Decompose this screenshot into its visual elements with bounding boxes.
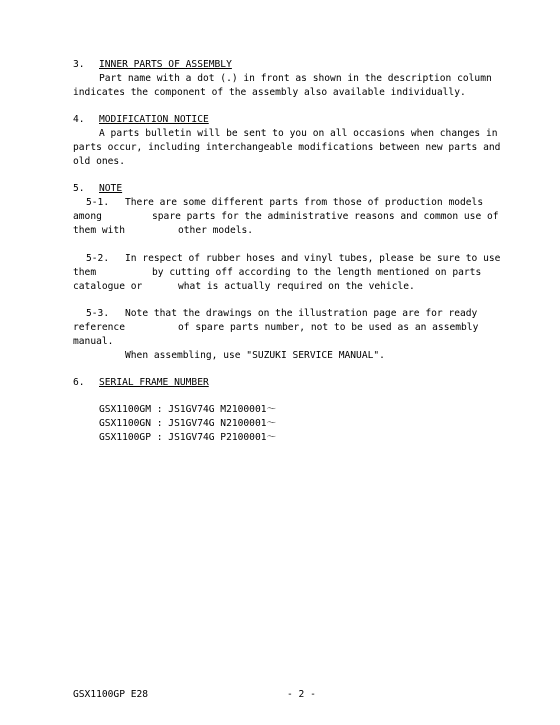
section-6-title: SERIAL FRAME NUMBER: [99, 377, 209, 388]
section-4-line-1: A parts bulletin will be sent to you on all occasions when changes in: [99, 128, 498, 139]
note-5-3-line-2b: of spare parts number, not to be used as an assembly: [178, 322, 479, 333]
note-5-1-line-3a: them with: [73, 225, 125, 236]
section-3-title: INNER PARTS OF ASSEMBLY: [99, 59, 232, 70]
note-5-1-line-3b: other models.: [178, 225, 254, 236]
footer-model-code: GSX1100GP E28: [73, 689, 149, 700]
section-5-number: 5.: [73, 183, 85, 194]
note-5-1-number: 5-1.: [86, 197, 110, 208]
note-5-1-line-2a: among: [73, 211, 102, 222]
serial-row: GSX1100GM : JS1GV74G M2100001～: [99, 404, 277, 415]
section-4-line-2: parts occur, including interchangeable modifications between new parts and: [73, 142, 501, 153]
section-3-line-2: indicates the component of the assembly also available individually.: [73, 87, 466, 98]
serial-row: GSX1100GP : JS1GV74G P2100001～: [99, 432, 277, 443]
note-5-3-line-2a: reference: [73, 322, 125, 333]
section-4-number: 4.: [73, 114, 85, 125]
note-5-2-line-1: In respect of rubber hoses and vinyl tubes, please be sure to use: [125, 253, 501, 264]
note-5-2-line-3a: catalogue or: [73, 281, 143, 292]
serial-row: GSX1100GN : JS1GV74G N2100001～: [99, 418, 277, 429]
note-5-3-line-1: Note that the drawings on the illustration page are for ready: [125, 308, 478, 319]
section-4-title: MODIFICATION NOTICE: [99, 114, 209, 125]
note-5-1-line-1: There are some different parts from those of production models: [125, 197, 484, 208]
section-6-number: 6.: [73, 377, 85, 388]
section-3-number: 3.: [73, 59, 85, 70]
section-3-line-1: Part name with a dot (.) in front as shown in the description column: [99, 73, 492, 84]
note-5-2-line-3b: what is actually required on the vehicle.: [178, 281, 415, 292]
note-5-3-line-4: When assembling, use "SUZUKI SERVICE MANUAL".: [125, 350, 385, 361]
note-5-1-line-2b: spare parts for the administrative reasons and common use of: [152, 211, 499, 222]
section-5-title: NOTE: [99, 183, 123, 194]
note-5-3-number: 5-3.: [86, 308, 110, 319]
section-4-line-3: old ones.: [73, 156, 125, 167]
note-5-2-line-2b: by cutting off according to the length mentioned on parts: [152, 267, 482, 278]
note-5-2-line-2a: them: [73, 267, 97, 278]
note-5-3-line-3: manual.: [73, 336, 114, 347]
page-number: - 2 -: [287, 689, 316, 700]
note-5-2-number: 5-2.: [86, 253, 110, 264]
